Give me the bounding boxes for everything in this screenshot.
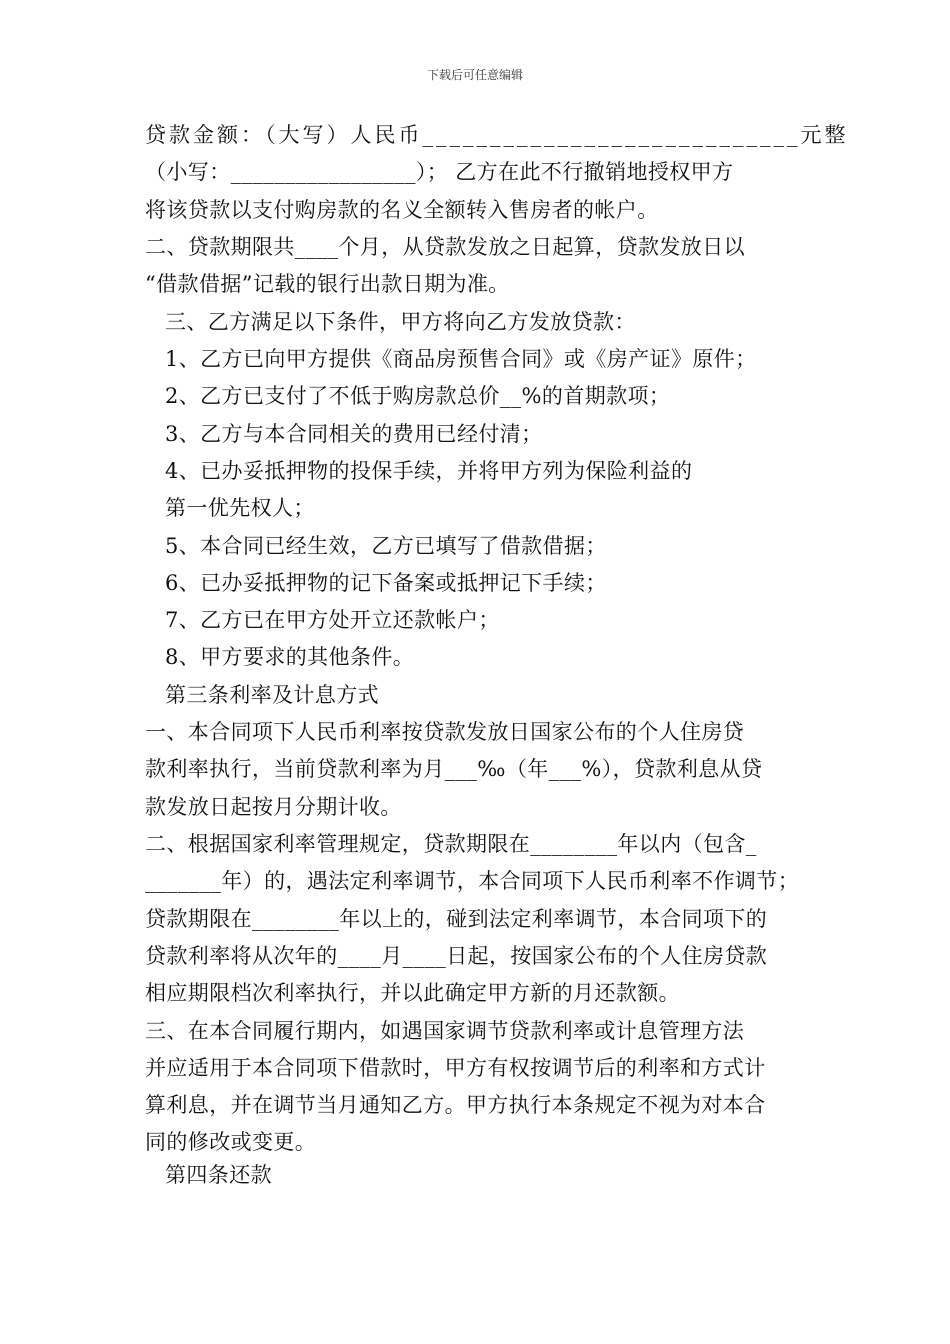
text-line: 三、乙方满足以下条件，甲方将向乙方发放贷款： — [165, 310, 636, 334]
text-line: 并应适用于本合同项下借款时，甲方有权按调节后的利率和方式计 — [145, 1056, 766, 1080]
text-line: 二、贷款期限共____个月，从贷款发放之日起算，贷款发放日以 — [145, 235, 745, 259]
text-line: 同的修改或变更。 — [145, 1130, 317, 1154]
text-line: 三、在本合同履行期内，如遇国家调节贷款利率或计息管理方法 — [145, 1019, 745, 1043]
section-heading: 第三条利率及计息方式 — [165, 683, 379, 707]
text-line: 5、本合同已经生效，乙方已填写了借款借据； — [165, 534, 607, 558]
text-line: 将该贷款以支付购房款的名义全额转入售房者的帐户。 — [145, 198, 659, 222]
text-line: 一、本合同项下人民币利率按贷款发放日国家公布的个人住房贷 — [145, 720, 745, 744]
page-header: 下载后可任意编辑 — [426, 68, 523, 82]
text-line: 3、乙方与本合同相关的费用已经付清； — [165, 422, 543, 446]
text-line: 1、乙方已向甲方提供《商品房预售合同》或《房产证》原件； — [165, 347, 757, 371]
text-line: 算利息，并在调节当月通知乙方。甲方执行本条规定不视为对本合 — [145, 1093, 766, 1117]
text-line: （小写：_________________）； 乙方在此不行撤销地授权甲方 — [145, 160, 734, 184]
text-line: 贷款利率将从次年的____月____日起，按国家公布的个人住房贷款 — [145, 944, 768, 968]
text-line: 2、乙方已支付了不低于购房款总价__%的首期款项； — [165, 384, 671, 408]
text-line: 第一优先权人； — [165, 496, 315, 520]
text-line: 二、根据国家利率管理规定，贷款期限在________年以内（包含_ — [145, 832, 757, 856]
text-line: “借款借据”记载的银行出款日期为准。 — [145, 272, 510, 296]
section-heading: 第四条还款 — [165, 1163, 272, 1187]
text-line: 6、已办妥抵押物的记下备案或抵押记下手续； — [165, 571, 607, 595]
text-line: 相应期限档次利率执行，并以此确定甲方新的月还款额。 — [145, 981, 680, 1005]
text-line: 8、甲方要求的其他条件。 — [165, 645, 415, 669]
text-line: 款发放日起按月分期计收。 — [145, 795, 402, 819]
text-line: 4、已办妥抵押物的投保手续，并将甲方列为保险利益的 — [165, 459, 693, 483]
text-line: _______年）的，遇法定利率调节，本合同项下人民币利率不作调节； — [145, 869, 800, 893]
text-line: 7、乙方已在甲方处开立还款帐户； — [165, 608, 500, 632]
text-line: 款利率执行，当前贷款利率为月___‰（年___%），贷款利息从贷 — [145, 757, 763, 781]
text-line: 贷款金额：（大写）人民币____________________________元整 — [145, 123, 849, 147]
text-line: 贷款期限在________年以上的，碰到法定利率调节，本合同项下的 — [145, 907, 768, 931]
